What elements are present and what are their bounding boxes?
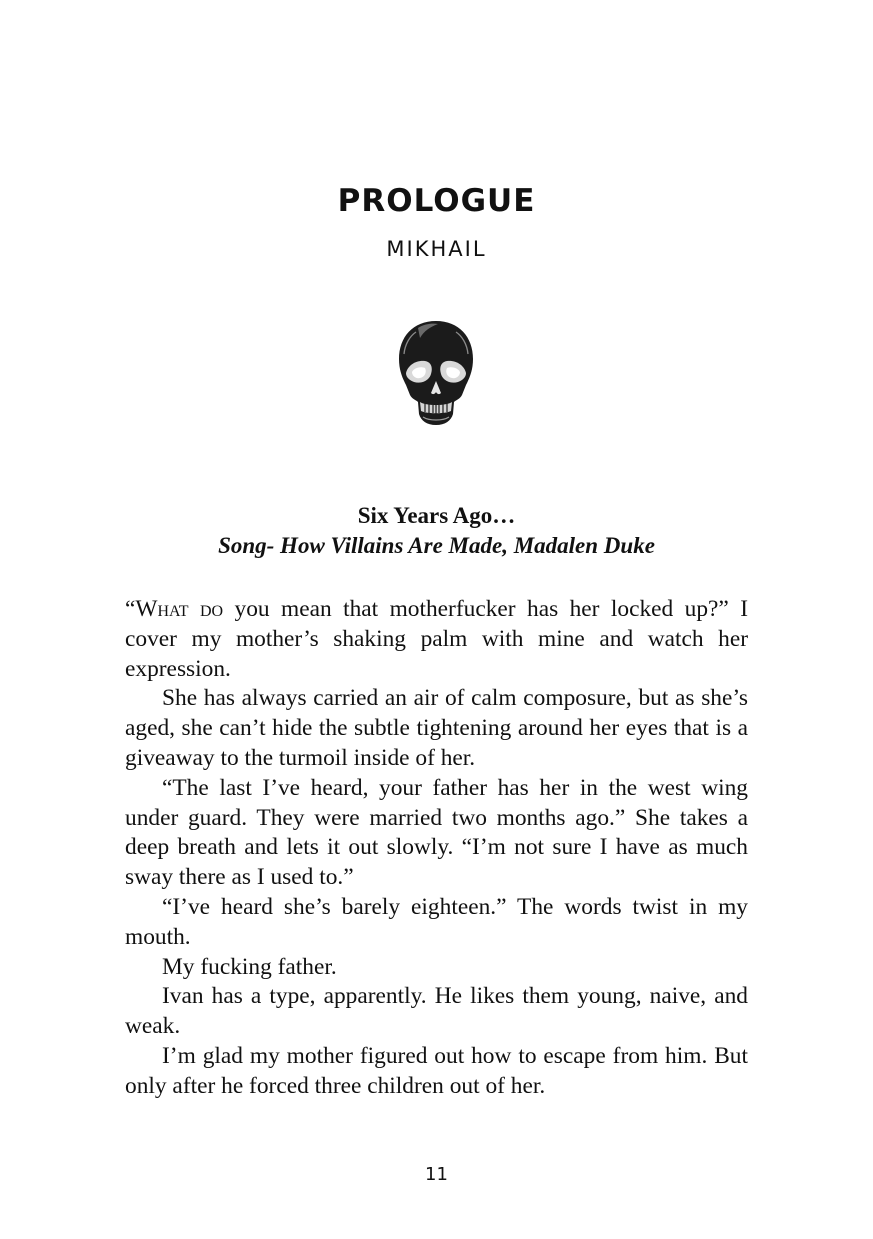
scene-time-heading: Six Years Ago…	[357, 503, 516, 528]
chapter-body	[125, 595, 748, 1102]
paragraph: She has always carried an air of calm composure, but as she’s aged, she can’t hide the subtle tightening around her eyes that is a giveaway to the turmoil inside of her.	[125, 685, 748, 771]
paragraph: “The last I’ve heard, your father has her in the west wing under guard. They were married two months ago.” She takes a deep breath and lets it out slowly. “I’m not sure I have as much sway there as I used to.”	[125, 774, 748, 891]
page-number: 11	[425, 1164, 448, 1185]
paragraph: I’m glad my mother figured out how to escape from him. But only after he forced three children out of her.	[125, 1042, 748, 1099]
paragraph	[125, 595, 748, 684]
paragraph: My fucking father.	[162, 953, 337, 980]
lead-in-small-caps: “What do	[125, 596, 224, 622]
paragraph: Ivan has a type, apparently. He likes them young, naive, and weak.	[125, 983, 748, 1040]
paragraph: “I’ve heard she’s barely eighteen.” The words twist in my mouth.	[125, 893, 748, 950]
chapter-title: PROLOGUE	[337, 183, 536, 219]
chapter-narrator: MIKHAIL	[386, 237, 487, 261]
paragraph-text: you mean that motherfucker has her locked up?” I cover my mother’s shaking palm with mine and watch her expression.	[125, 596, 748, 682]
song-credit: Song- How Villains Are Made, Madalen Duke	[218, 533, 655, 558]
skull-icon	[394, 318, 478, 428]
